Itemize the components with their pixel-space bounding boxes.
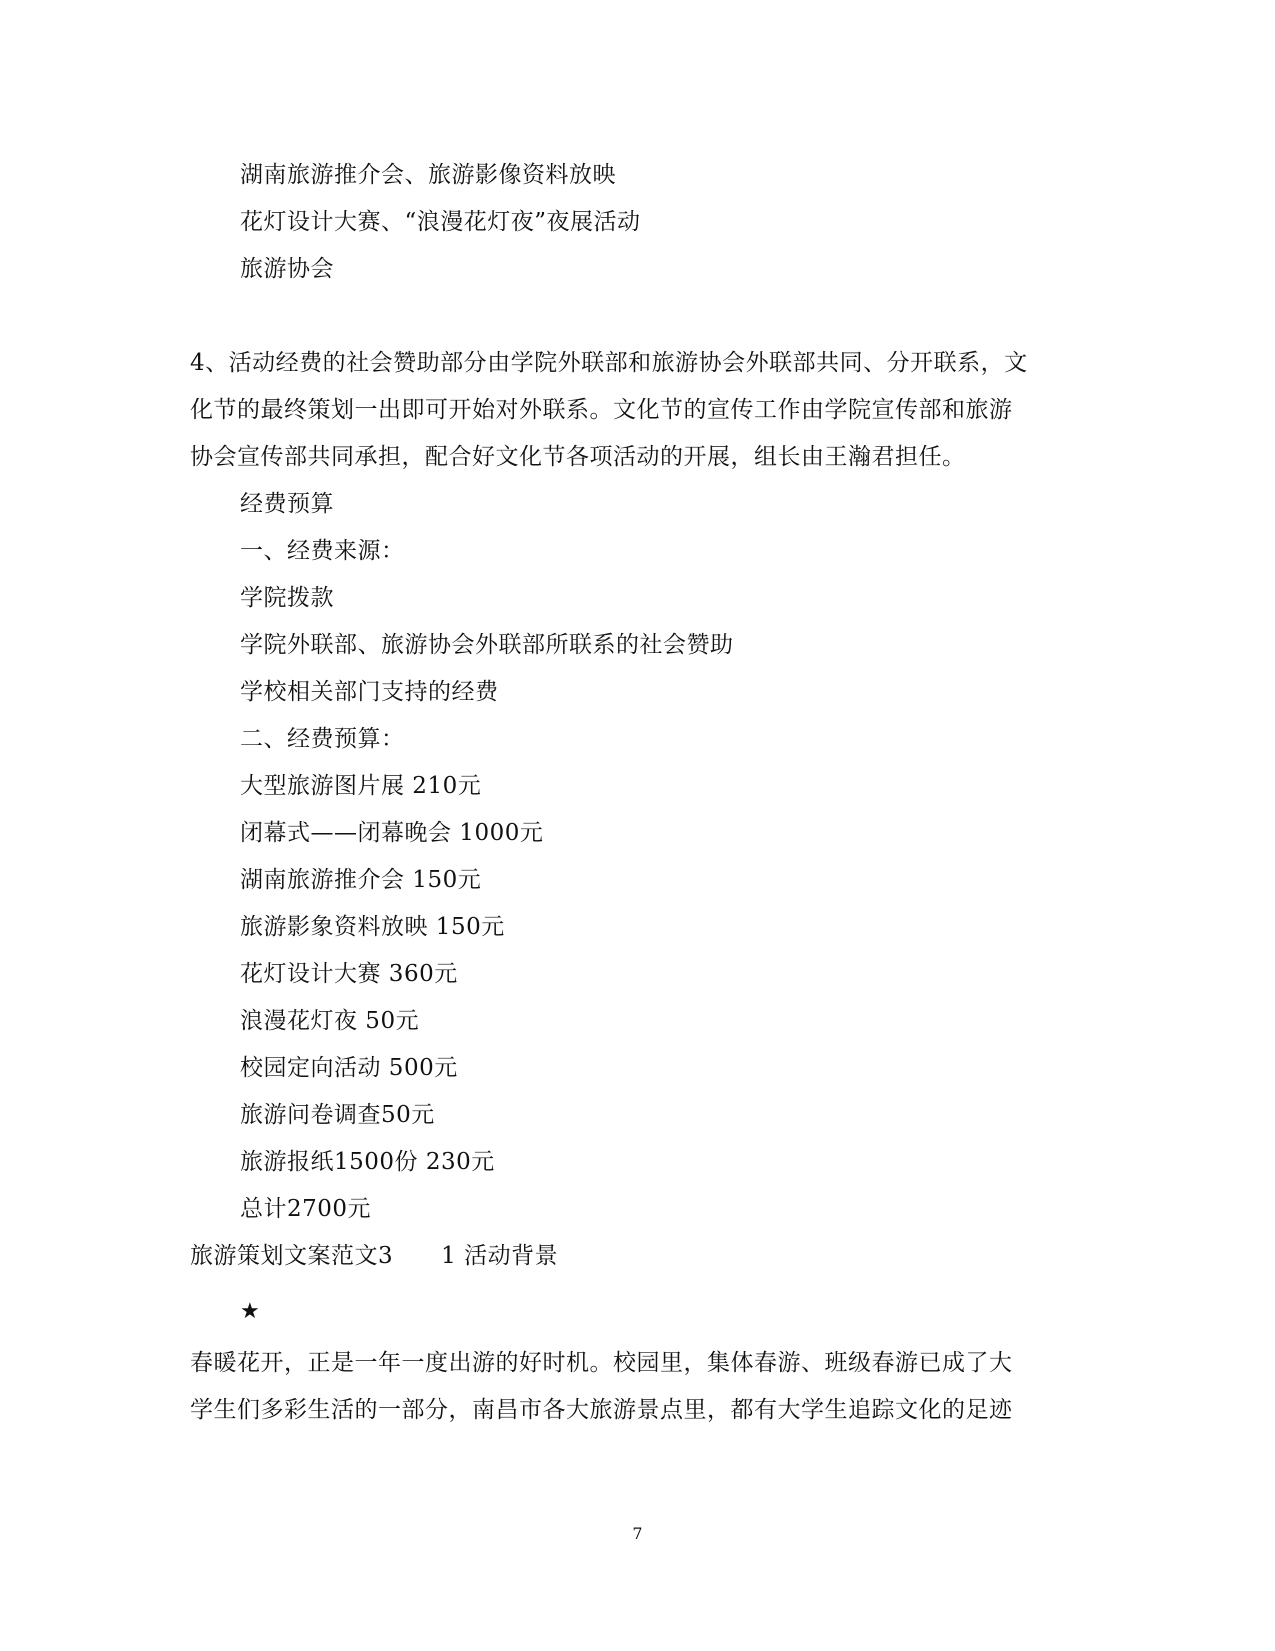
budget-item: 湖南旅游推介会 150元 [240, 867, 482, 893]
budget-item: 闭幕式——闭幕晚会 1000元 [240, 820, 544, 846]
paragraph-line: 化节的最终策划一出即可开始对外联系。文化节的宣传工作由学院宣传部和旅游 [190, 397, 1013, 423]
section-heading-title: 旅游策划文案范文3 [190, 1243, 394, 1269]
page-number: 7 [632, 1524, 643, 1543]
budget-item: 浪漫花灯夜 50元 [240, 1008, 420, 1034]
paragraph-line: 学生们多彩生活的一部分，南昌市各大旅游景点里，都有大学生追踪文化的足迹 [190, 1397, 1013, 1423]
budget-item: 校园定向活动 500元 [240, 1055, 458, 1081]
budget-title: 经费预算 [240, 491, 334, 517]
source-title: 一、经费来源： [240, 538, 405, 564]
budget-item: 旅游问卷调查50元 [240, 1102, 435, 1128]
section-heading [190, 1241, 558, 1271]
star-icon: ★ [240, 1299, 261, 1324]
source-item: 学院外联部、旅游协会外联部所联系的社会赞助 [240, 632, 734, 658]
text-line: 旅游协会 [240, 256, 334, 282]
budget-item: 花灯设计大赛 360元 [240, 961, 458, 987]
paragraph-line: 4、活动经费的社会赞助部分由学院外联部和旅游协会外联部共同、分开联系，文 [190, 350, 1028, 376]
section-heading-subtitle: 1 活动背景 [441, 1243, 559, 1269]
budget-total: 总计2700元 [240, 1196, 372, 1222]
budget-subtitle: 二、经费预算： [240, 726, 405, 752]
budget-item: 旅游影象资料放映 150元 [240, 914, 505, 940]
paragraph-line: 春暖花开，正是一年一度出游的好时机。校园里，集体春游、班级春游已成了大 [190, 1350, 1013, 1376]
budget-item: 大型旅游图片展 210元 [240, 773, 482, 799]
text-line: 花灯设计大赛、“浪漫花灯夜”夜展活动 [240, 209, 641, 235]
text-line: 湖南旅游推介会、旅游影像资料放映 [240, 162, 616, 188]
source-item: 学校相关部门支持的经费 [240, 679, 499, 705]
paragraph-line: 协会宣传部共同承担，配合好文化节各项活动的开展，组长由王瀚君担任。 [190, 444, 966, 470]
source-item: 学院拨款 [240, 585, 334, 611]
budget-item: 旅游报纸1500份 230元 [240, 1149, 495, 1175]
